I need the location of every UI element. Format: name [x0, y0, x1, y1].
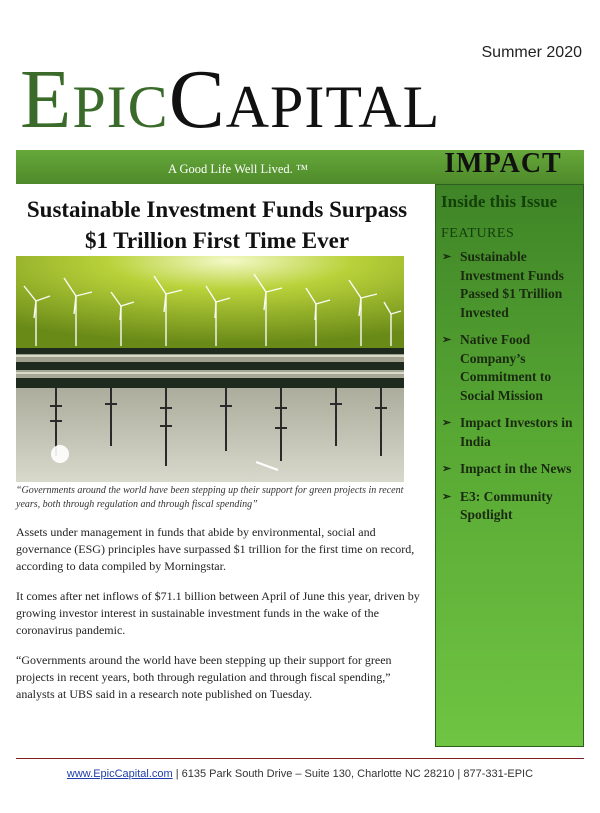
website-link[interactable]: www.EpicCapital.com	[66, 768, 173, 780]
image-caption: “Governments around the world have been stepping up their support for green projects in recent years, both through regulation and through fiscal spending”	[16, 485, 404, 510]
article-headline: Sustainable Investment Funds Surpass $1 Trillion First Time Ever	[26, 197, 408, 253]
article-paragraph: Assets under management in funds that abide by environmental, social and governance (ESG) principles have surpassed $1 trillion for the first time on record, according to data compiled by Morningstar.	[16, 525, 415, 573]
toc-item[interactable]: ➢ Impact in the News	[441, 460, 579, 479]
sidebar-title: Inside this Issue	[441, 192, 558, 211]
article-paragraph: “Governments around the world have been stepping up their support for green projects in recent years, both through regulation and through fiscal spending,” analysts at UBS said in a research note published on Tuesday.	[16, 653, 392, 701]
footer	[0, 768, 600, 780]
wind-turbine-illustration	[16, 256, 404, 482]
arrow-bullet-icon: ➢	[442, 490, 452, 503]
arrow-bullet-icon: ➢	[442, 463, 452, 475]
features-label: FEATURES	[441, 226, 515, 241]
footer-divider	[16, 758, 584, 759]
arrow-bullet-icon: ➢	[442, 334, 452, 346]
article-paragraph: It comes after net inflows of $71.1 billion between April of June this year, driven by growing investor interest in sustainable investment funds in the wake of the coronavirus pandemic.	[16, 589, 420, 637]
tagline: A Good Life Well Lived. ™	[168, 162, 309, 176]
footer-contact: | 6135 Park South Drive – Suite 130, Charlotte NC 28210 | 877-331-EPIC	[172, 768, 534, 780]
edition-label: Summer 2020	[481, 44, 582, 61]
arrow-bullet-icon: ➢	[442, 417, 452, 429]
toc-list	[441, 248, 579, 534]
section-title: IMPACT	[444, 148, 562, 179]
toc-item[interactable]: ➢ Impact Investors in India	[442, 415, 573, 449]
arrow-bullet-icon: ➢	[442, 251, 452, 263]
toc-item[interactable]: ➢ E3: Community Spotlight	[442, 488, 553, 522]
masthead-logo: EPICCAPITAL	[20, 53, 441, 146]
article-body	[16, 524, 420, 716]
toc-item[interactable]: ➢ Sustainable Investment Funds Passed $1 Trillion Invested	[442, 249, 564, 320]
toc-item[interactable]: ➢ Native Food Company’s Commitment to Social Mission	[442, 332, 552, 403]
